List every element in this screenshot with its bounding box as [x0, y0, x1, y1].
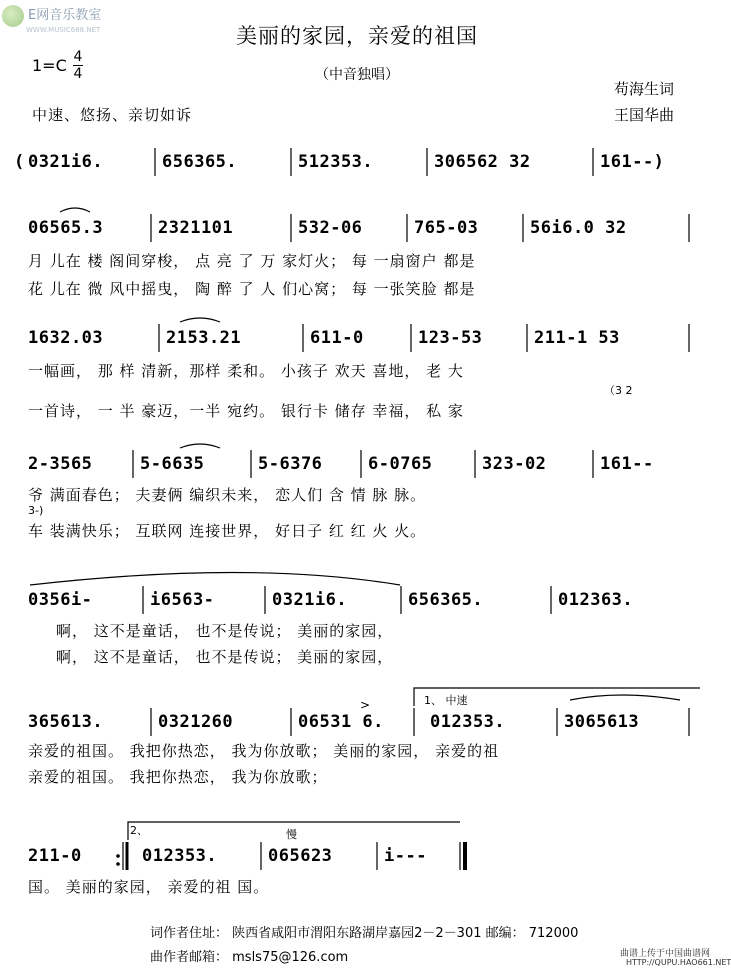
- open-paren: (: [14, 152, 25, 172]
- upload-url: HTTP://QUPU.HAO661.NET: [626, 958, 731, 967]
- slur: [180, 444, 220, 448]
- lyric-verse-1: 月 儿在 楼 阁间穿梭， 点 亮 了 万 家灯火； 每 一扇窗户 都是: [28, 252, 476, 270]
- lyric-verse-1: 亲爱的祖国。 我把你热恋， 我为你放歌； 美丽的家园， 亲爱的祖: [28, 742, 500, 760]
- tempo-marking: 中速、悠扬、亲切如诉: [32, 106, 193, 124]
- measure: 5-6635: [140, 454, 205, 474]
- upload-note: 曲谱上传于中国曲谱网: [620, 949, 711, 959]
- measure: 2153.21: [166, 328, 242, 348]
- lyric-verse-1: 国。 美丽的家园， 亲爱的祖 国。: [28, 878, 270, 896]
- slur: [570, 695, 680, 700]
- measure: 6-0765: [368, 454, 433, 474]
- lyricist-address: 词作者住址： 陕西省咸阳市渭阳东路湖岸嘉园2－2－301 邮编： 712000: [150, 926, 579, 941]
- measure: 56i6.0 32: [530, 218, 627, 238]
- volta-1-label: 1、 中速: [424, 694, 468, 707]
- measure: 512353.: [298, 152, 374, 172]
- lyric-verse-1: 一幅画， 那 样 清新，那样 柔和。 小孩子 欢天 喜地， 老 大: [28, 362, 464, 380]
- composer: 王国华曲: [614, 106, 675, 124]
- time-numerator: 4: [73, 49, 83, 65]
- measure: 0356i-: [28, 590, 93, 610]
- measure: 0321i6.: [28, 152, 104, 172]
- measure: 012353.: [430, 712, 506, 732]
- volta-2-bracket: [128, 822, 460, 840]
- measure: 306562 32: [434, 152, 531, 172]
- measure: 012363.: [558, 590, 634, 610]
- watermark-url: WWW.MUSIC688.NET: [26, 26, 101, 34]
- volta-2-label: 2、: [130, 824, 148, 837]
- lyric-verse-1: 啊， 这不是童话， 也不是传说； 美丽的家园，: [56, 622, 394, 640]
- measure: 2321101: [158, 218, 234, 238]
- tempo-slow-mark: 慢: [286, 828, 297, 841]
- lyric-verse-1: 爷 满面春色； 夫妻俩 编织未来， 恋人们 含 情 脉 脉。: [28, 486, 427, 504]
- measure: 161--: [600, 454, 654, 474]
- measure: 3065613: [564, 712, 640, 732]
- variant-note: 3-): [28, 504, 44, 517]
- measure: i---: [384, 846, 427, 866]
- measure: 06531 6.: [298, 712, 384, 732]
- lyric-verse-2: 亲爱的祖国。 我把你热恋， 我为你放歌；: [28, 768, 328, 786]
- lyric-verse-2: 啊， 这不是童话， 也不是传说； 美丽的家园，: [56, 648, 394, 666]
- slur: [180, 318, 220, 322]
- repeat-dot: [116, 862, 120, 866]
- lyric-verse-2: 车 装满快乐； 互联网 连接世界， 好日子 红 红 火 火。: [28, 522, 427, 540]
- watermark-site-name: E网音乐教室: [28, 8, 102, 23]
- measure: 211-0: [28, 846, 82, 866]
- song-title: 美丽的家园，亲爱的祖国: [236, 24, 478, 48]
- measure: 323-02: [482, 454, 547, 474]
- key-signature: 1=C: [32, 56, 67, 75]
- measure: 123-53: [418, 328, 483, 348]
- lyric-verse-2: 一首诗， 一 半 豪迈，一半 宛约。 银行卡 储存 幸福， 私 家: [28, 402, 464, 420]
- measure: 365613.: [28, 712, 104, 732]
- measure: 06565.3: [28, 218, 104, 238]
- measure: 0321i6.: [272, 590, 348, 610]
- measure: 161--): [600, 152, 665, 172]
- measure: 611-0: [310, 328, 364, 348]
- slur: [60, 208, 90, 212]
- lyricist: 苟海生词: [614, 80, 675, 98]
- variant-note: （3 2: [604, 384, 633, 397]
- measure: 2-3565: [28, 454, 93, 474]
- measure: 5-6376: [258, 454, 323, 474]
- measure: 065623: [268, 846, 333, 866]
- repeat-dot: [116, 854, 120, 858]
- song-subtitle: （中音独唱）: [315, 67, 399, 83]
- composer-email: 曲作者邮箱： msls75@126.com: [150, 950, 349, 965]
- measure: 1632.03: [28, 328, 104, 348]
- measure: i6563-: [150, 590, 215, 610]
- slur: [30, 573, 400, 586]
- measure: 0321260: [158, 712, 234, 732]
- measure: 656365.: [408, 590, 484, 610]
- measure: 211-1 53: [534, 328, 620, 348]
- accent-mark: >: [360, 698, 371, 712]
- measure: 532-06: [298, 218, 363, 238]
- measure: 765-03: [414, 218, 479, 238]
- lyric-verse-2: 花 儿在 微 风中摇曳， 陶 醉 了 人 们心窝； 每 一张笑脸 都是: [28, 280, 476, 298]
- time-denominator: 4: [73, 66, 83, 82]
- measure: 012353.: [142, 846, 218, 866]
- measure: 656365.: [162, 152, 238, 172]
